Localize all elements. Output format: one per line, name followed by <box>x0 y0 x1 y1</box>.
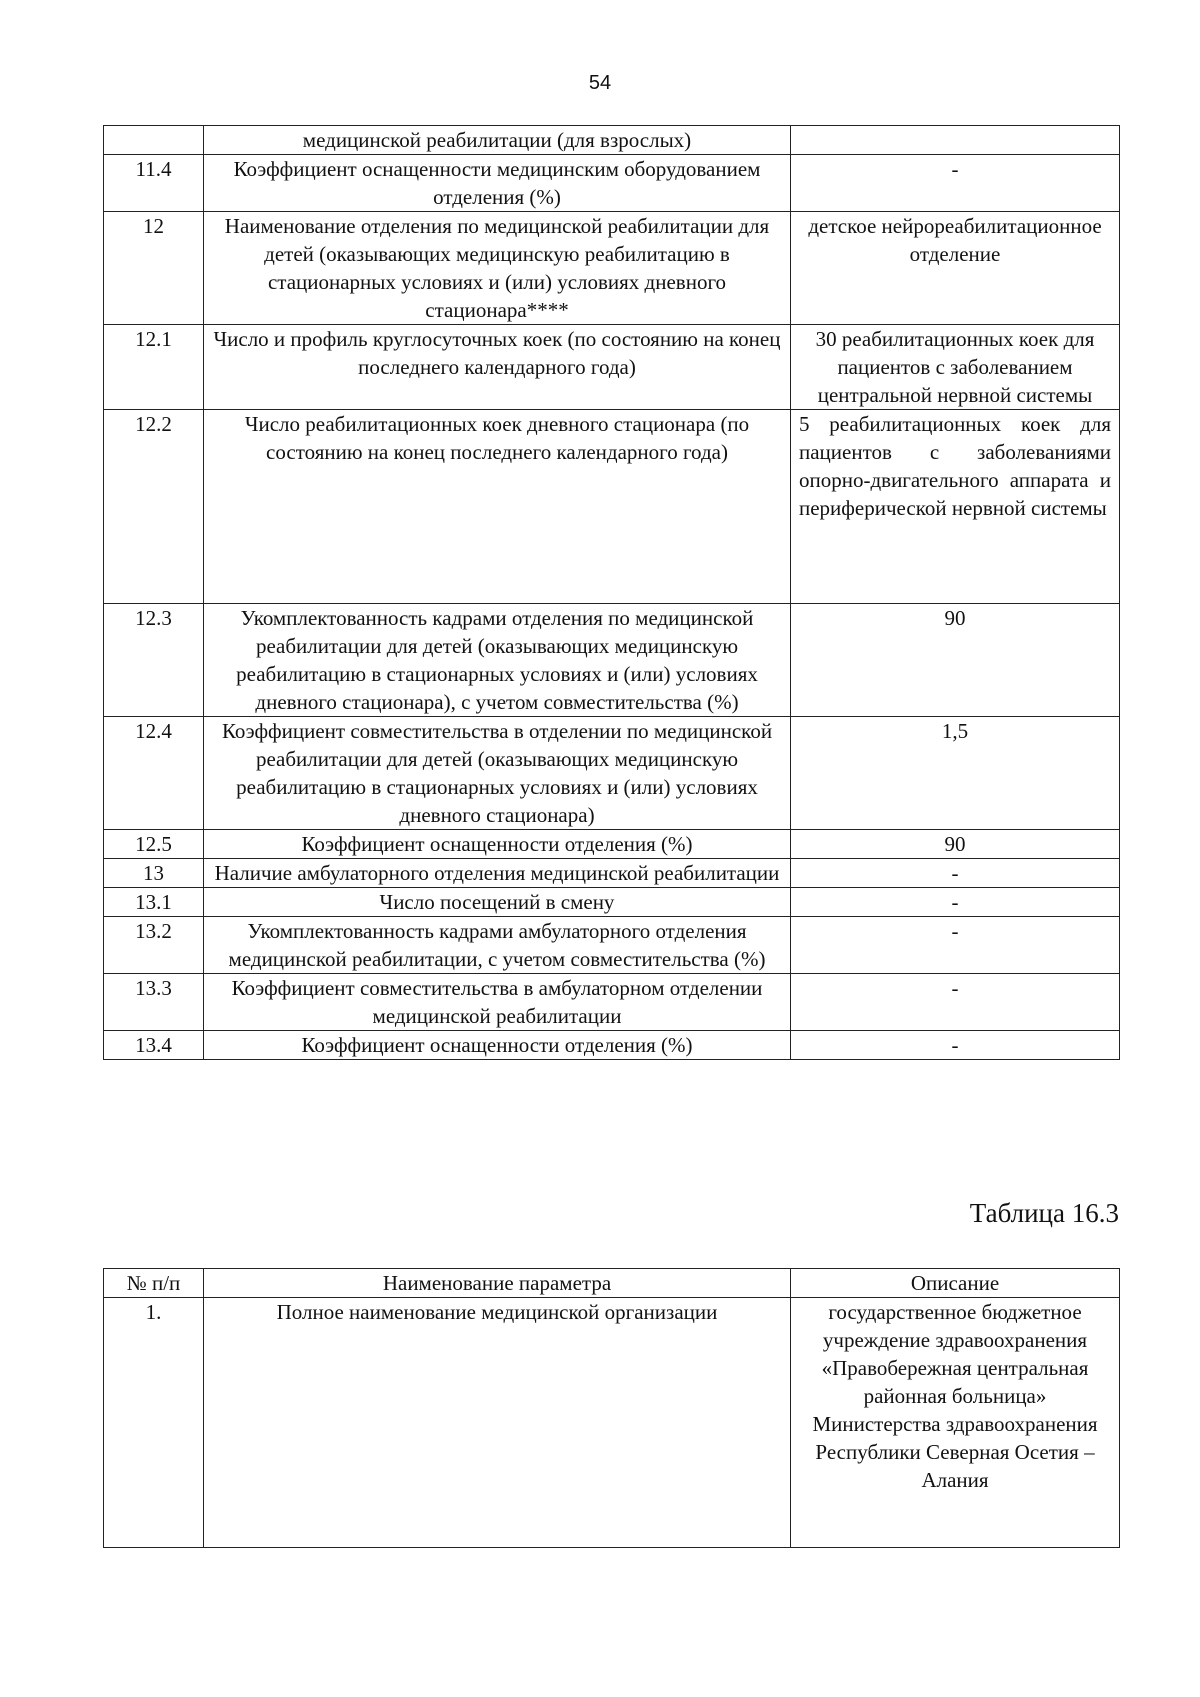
table-row <box>104 888 1120 917</box>
row-number: 13.1 <box>104 888 204 917</box>
parameter-value: государственное бюджетное учреждение здравоохранения «Правобережная центральная районная больница» Министерства здравоохранения Республики Северная Осетия – Алания <box>791 1298 1120 1548</box>
parameter-name: Коэффициент совместительства в амбулаторном отделении медицинской реабилитации <box>204 974 791 1031</box>
parameter-value: 1,5 <box>791 717 1120 830</box>
parameter-value: - <box>791 859 1120 888</box>
parameter-value: - <box>791 1031 1120 1060</box>
header-description: Описание <box>791 1269 1120 1298</box>
parameter-name: Коэффициент совместительства в отделении по медицинской реабилитации для детей (оказывающих медицинскую реабилитацию в стационарных условиях и (или) условиях дневного стационара) <box>204 717 791 830</box>
parameter-name: Коэффициент оснащенности отделения (%) <box>204 1031 791 1060</box>
table-header-row <box>104 1269 1120 1298</box>
parameter-name: Наименование отделения по медицинской реабилитации для детей (оказывающих медицинскую реабилитацию в стационарных условиях и (или) условиях дневного стационара**** <box>204 212 791 325</box>
row-number <box>104 126 204 155</box>
parameter-value: - <box>791 917 1120 974</box>
parameter-value: 90 <box>791 830 1120 859</box>
table-row <box>104 859 1120 888</box>
parameter-value: 90 <box>791 604 1120 717</box>
parameter-value <box>791 126 1120 155</box>
table-row <box>104 155 1120 212</box>
row-number: 13.2 <box>104 917 204 974</box>
parameter-name: Число и профиль круглосуточных коек (по состоянию на конец последнего календарного года) <box>204 325 791 410</box>
row-number: 1. <box>104 1298 204 1548</box>
row-number: 12.2 <box>104 410 204 604</box>
table-row <box>104 830 1120 859</box>
row-number: 13 <box>104 859 204 888</box>
parameter-name: Коэффициент оснащенности отделения (%) <box>204 830 791 859</box>
parameter-name: Укомплектованность кадрами отделения по медицинской реабилитации для детей (оказывающих медицинскую реабилитацию в стационарных условиях и (или) условиях дневного стационара), с учетом совместительства (%) <box>204 604 791 717</box>
row-number: 13.3 <box>104 974 204 1031</box>
row-number: 11.4 <box>104 155 204 212</box>
header-parameter: Наименование параметра <box>204 1269 791 1298</box>
parameter-value: - <box>791 155 1120 212</box>
table-row <box>104 974 1120 1031</box>
table-row <box>104 604 1120 717</box>
table-row <box>104 126 1120 155</box>
row-number: 12.4 <box>104 717 204 830</box>
header-number: № п/п <box>104 1269 204 1298</box>
parameter-value: 30 реабилитационных коек для пациентов с заболеванием центральной нервной системы <box>791 325 1120 410</box>
row-number: 13.4 <box>104 1031 204 1060</box>
table-row <box>104 1031 1120 1060</box>
parameter-name: Число посещений в смену <box>204 888 791 917</box>
parameter-name: Число реабилитационных коек дневного стационара (по состоянию на конец последнего календарного года) <box>204 410 791 604</box>
parameter-name: Укомплектованность кадрами амбулаторного отделения медицинской реабилитации, с учетом совместительства (%) <box>204 917 791 974</box>
table-row <box>104 212 1120 325</box>
table-row <box>104 410 1120 604</box>
table-row <box>104 917 1120 974</box>
parameter-value: детское нейрореабилитационное отделение <box>791 212 1120 325</box>
parameter-name: Наличие амбулаторного отделения медицинской реабилитации <box>204 859 791 888</box>
row-number: 12 <box>104 212 204 325</box>
table-row <box>104 1298 1120 1548</box>
row-number: 12.3 <box>104 604 204 717</box>
parameter-value: - <box>791 888 1120 917</box>
row-number: 12.1 <box>104 325 204 410</box>
row-number: 12.5 <box>104 830 204 859</box>
parameters-table <box>103 125 1120 1060</box>
page-number: 54 <box>588 72 612 94</box>
parameter-name: Коэффициент оснащенности медицинским оборудованием отделения (%) <box>204 155 791 212</box>
parameter-name: Полное наименование медицинской организации <box>204 1298 791 1548</box>
table-row <box>104 325 1120 410</box>
table-caption: Таблица 16.3 <box>969 1198 1119 1228</box>
parameter-name: медицинской реабилитации (для взрослых) <box>204 126 791 155</box>
parameter-value: 5 реабилитационных коек для пациентов с заболеваниями опорно-двигательного аппарата и периферической нервной системы <box>791 410 1120 604</box>
table-row <box>104 717 1120 830</box>
parameter-value: - <box>791 974 1120 1031</box>
organization-table <box>103 1268 1120 1548</box>
